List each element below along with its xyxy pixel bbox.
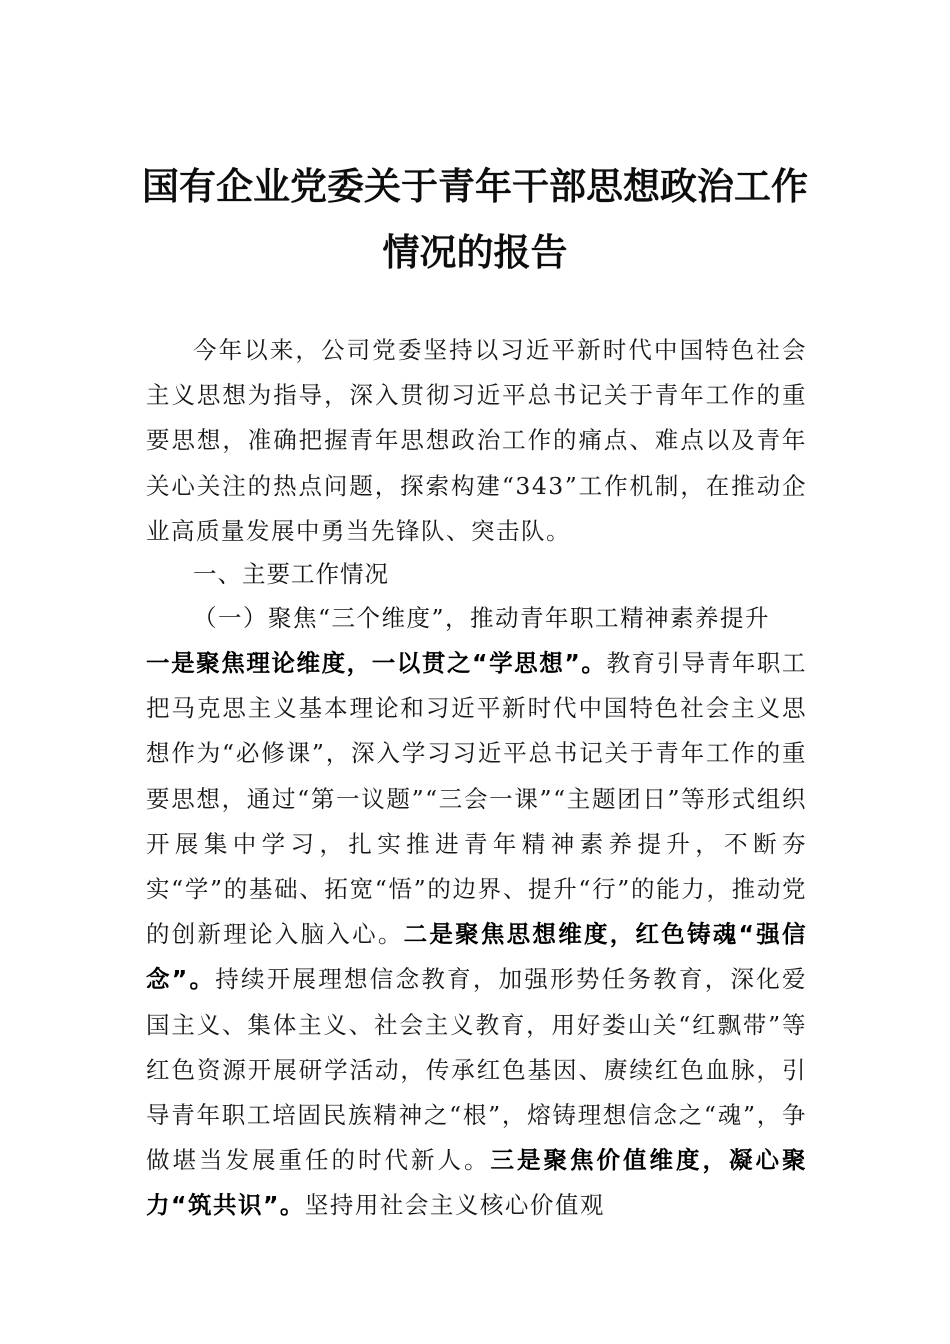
point-1-text: 教育引导青年职工把马克思主义基本理论和习近平新时代中国特色社会主义思想作为“必修课”，深入学习习近平总书记关于青年工作的重要思想，通过“第一议题”“三会一课”“主题团日”等形式组织开展集中学习，扎实推进青年精神素养提升，不断夯实“学”的基础、拓宽“悟”的边界、提升“行”的能力，推动党的创新理论入脑入心。 — [146, 649, 808, 949]
point-2-heading: 二是聚焦思想维度，红色铸魂“强信念”。 — [146, 920, 807, 994]
subsection-heading: （一）聚焦“三个维度”，推动青年职工精神素养提升 — [193, 604, 771, 632]
point-1-heading: 一是聚焦理论维度，一以贯之“学思想”。 — [146, 649, 607, 677]
point-3-heading: 三是聚焦价值维度，凝心聚力“筑共识”。 — [146, 1146, 807, 1220]
intro-paragraph: 今年以来，公司党委坚持以习近平新时代中国特色社会主义思想为指导，深入贯彻习近平总书记关于青年工作的重要思想，准确把握青年思想政治工作的痛点、难点以及青年关心关注的热点问题，探索构建“343”工作机制，在推动企业高质量发展中勇当先锋队、突击队。 — [146, 336, 807, 545]
point-3-text: 坚持用社会主义核心价值观 — [304, 1191, 605, 1220]
point-2-text: 持续开展理想信念教育，加强形势任务教育，深化爱国主义、集体主义、社会主义教育，用好娄山关“红飘带”等红色资源开展研学活动，传承红色基因、赓续红色血脉，引导青年职工培固民族精神之“根”，熔铸理想信念之“魂”，争做堪当发展重任的时代新人。 — [146, 965, 807, 1175]
section-heading: 一、主要工作情况 — [193, 560, 389, 588]
document-title-line-1: 国有企业党委关于青年干部思想政治工作 — [142, 164, 808, 208]
body-paragraph — [146, 641, 807, 1229]
document-title-line-2: 情况的报告 — [382, 230, 568, 274]
